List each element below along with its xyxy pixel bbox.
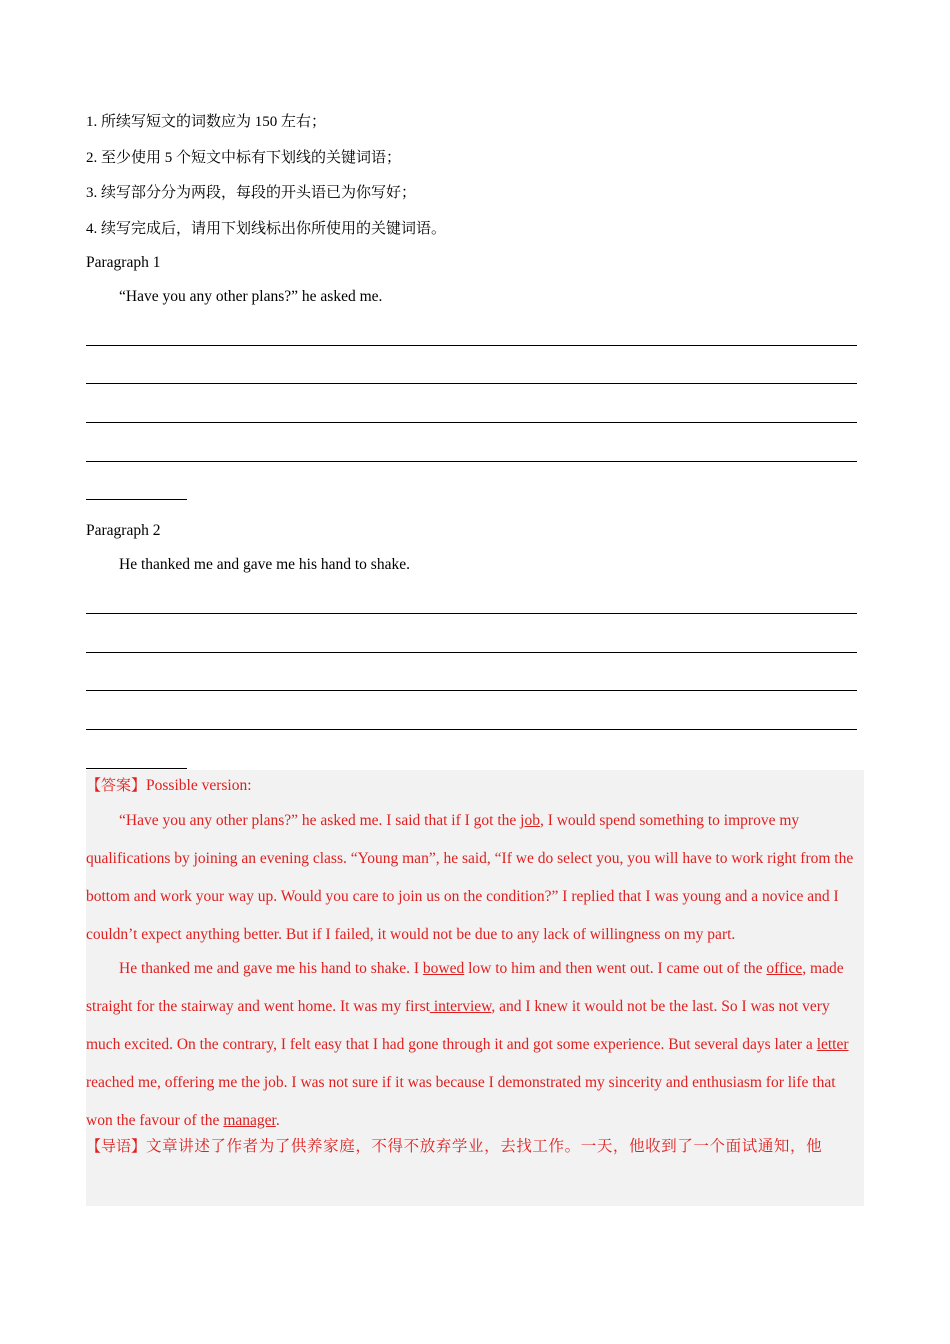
- writing-line[interactable]: [86, 383, 857, 384]
- paragraph-2-label: Paragraph 2: [86, 521, 161, 539]
- guide-text: 文章讲述了作者为了供养家庭，不得不放弃学业，去找工作。一天，他收到了一个面试通知，他: [146, 1138, 823, 1155]
- writing-line-short[interactable]: [86, 768, 187, 769]
- writing-line-short[interactable]: [86, 499, 187, 500]
- answer-text: low to him and then went out. I came out of the: [464, 960, 767, 977]
- requirement-3: 3. 续写部分分为两段，每段的开头语已为你写好；: [86, 185, 417, 201]
- keyword-manager: manager: [223, 1112, 276, 1129]
- paragraph-1-answer-lines[interactable]: [86, 345, 864, 500]
- answer-paragraph-1: [86, 802, 864, 954]
- keyword-bowed: bowed: [422, 960, 465, 977]
- answer-text: “Have you any other plans?” he asked me. I said that if I got the: [119, 812, 521, 829]
- paragraph-2-answer-lines[interactable]: [86, 613, 864, 769]
- paragraph-1-label: Paragraph 1: [86, 253, 161, 271]
- answer-text: , and I knew it would not be the last. So I was not very much excited. On the contrary, I felt easy that I had gone through it and got some experience. But several days later a: [86, 998, 830, 1053]
- writing-line[interactable]: [86, 652, 857, 653]
- answer-text: , made straight for the stairway and went home. It was my first: [86, 960, 844, 1015]
- keyword-interview: interview: [429, 998, 492, 1015]
- writing-line[interactable]: [86, 690, 857, 691]
- answer-text: He thanked me and gave me his hand to shake. I: [119, 960, 423, 977]
- writing-line[interactable]: [86, 729, 857, 730]
- keyword-letter: letter: [816, 1036, 849, 1053]
- answer-heading: [86, 775, 864, 796]
- guide-line: [86, 1136, 864, 1157]
- answer-tag: 【答案】: [86, 776, 147, 794]
- writing-line[interactable]: [86, 461, 857, 462]
- keyword-office: office: [766, 960, 803, 977]
- keyword-job: job: [520, 812, 540, 829]
- guide-tag: 【导语】: [86, 1137, 147, 1155]
- answer-section: [86, 770, 864, 1206]
- answer-title: Possible version:: [146, 777, 252, 794]
- requirement-1: 1. 所续写短文的词数应为 150 左右；: [86, 114, 327, 130]
- requirement-2: 2. 至少使用 5 个短文中标有下划线的关键词语；: [86, 149, 402, 166]
- answer-paragraph-2: [86, 950, 864, 1140]
- requirement-4: 4. 续写完成后，请用下划线标出你所使用的关键词语。: [86, 220, 447, 237]
- writing-line[interactable]: [86, 422, 857, 423]
- writing-line[interactable]: [86, 613, 857, 614]
- answer-text: reached me, offering me the job. I was not sure if it was because I demonstrated my sincerity and enthusiasm for life that won the favour of the: [86, 1074, 836, 1129]
- answer-text: , I would spend something to improve my qualifications by joining an evening class. “Young man”, he said, “If we do select you, you will have to work right from the bottom and work your way up. Would you care to join us on the condition?” I replied that I was young and a novice and I couldn’t expect anything better. But if I failed, it would not be due to any lack of willingness on my part.: [86, 812, 854, 943]
- answer-text: .: [275, 1112, 280, 1129]
- paragraph-1-opening: “Have you any other plans?” he asked me.: [119, 287, 383, 305]
- paragraph-2-opening: He thanked me and gave me his hand to shake.: [119, 555, 410, 573]
- writing-line[interactable]: [86, 345, 857, 346]
- worksheet: [86, 112, 864, 769]
